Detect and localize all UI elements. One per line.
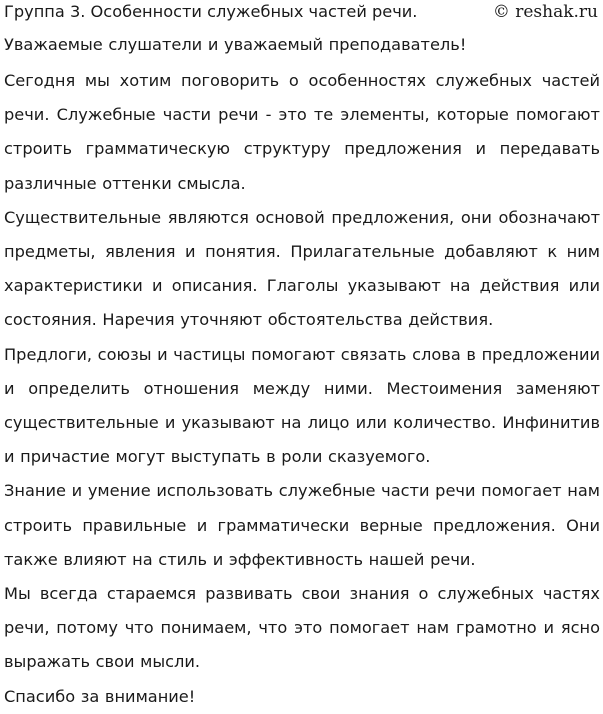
paragraph-development: Мы всегда стараемся развивать свои знания о служебных частях речи, потому что понимаем, что это помогает нам грамотно и ясно выражать свои мысли. <box>4 584 600 672</box>
paragraph-knowledge: Знание и умение использовать служебные части речи помогает нам строить правильные и грамматически верные предложения. Они также влияют на стиль и эффективность нашей речи. <box>4 481 600 569</box>
paragraph-prepositions: Предлоги, союзы и частицы помогают связать слова в предложении и определить отношения между ними. Местоимения заменяют существительные и указывают на лицо или количество. Инфинитив и причастие могут выступать в роли сказуемого. <box>4 344 600 467</box>
document-header <box>4 0 600 28</box>
document-title: Группа 3. Особенности служебных частей речи. <box>4 2 418 21</box>
paragraph-intro: Сегодня мы хотим поговорить о особенностях служебных частей речи. Служебные части речи - это те элементы, которые помогают строить грамматическую структуру предложения и передавать различные оттенки смысла. <box>4 71 600 193</box>
closing-line: Спасибо за внимание! <box>4 686 196 706</box>
paragraph-parts-of-speech: Существительные являются основой предложения, они обозначают предметы, явления и понятия. Прилагательные добавляют к ним характеристики и описания. Глаголы указывают на действия или состояния. Наречия уточняют обстоятельства действия. <box>4 207 600 330</box>
greeting-line: Уважаемые слушатели и уважаемый преподаватель! <box>4 35 467 54</box>
watermark-text: © reshak.ru <box>492 2 598 22</box>
